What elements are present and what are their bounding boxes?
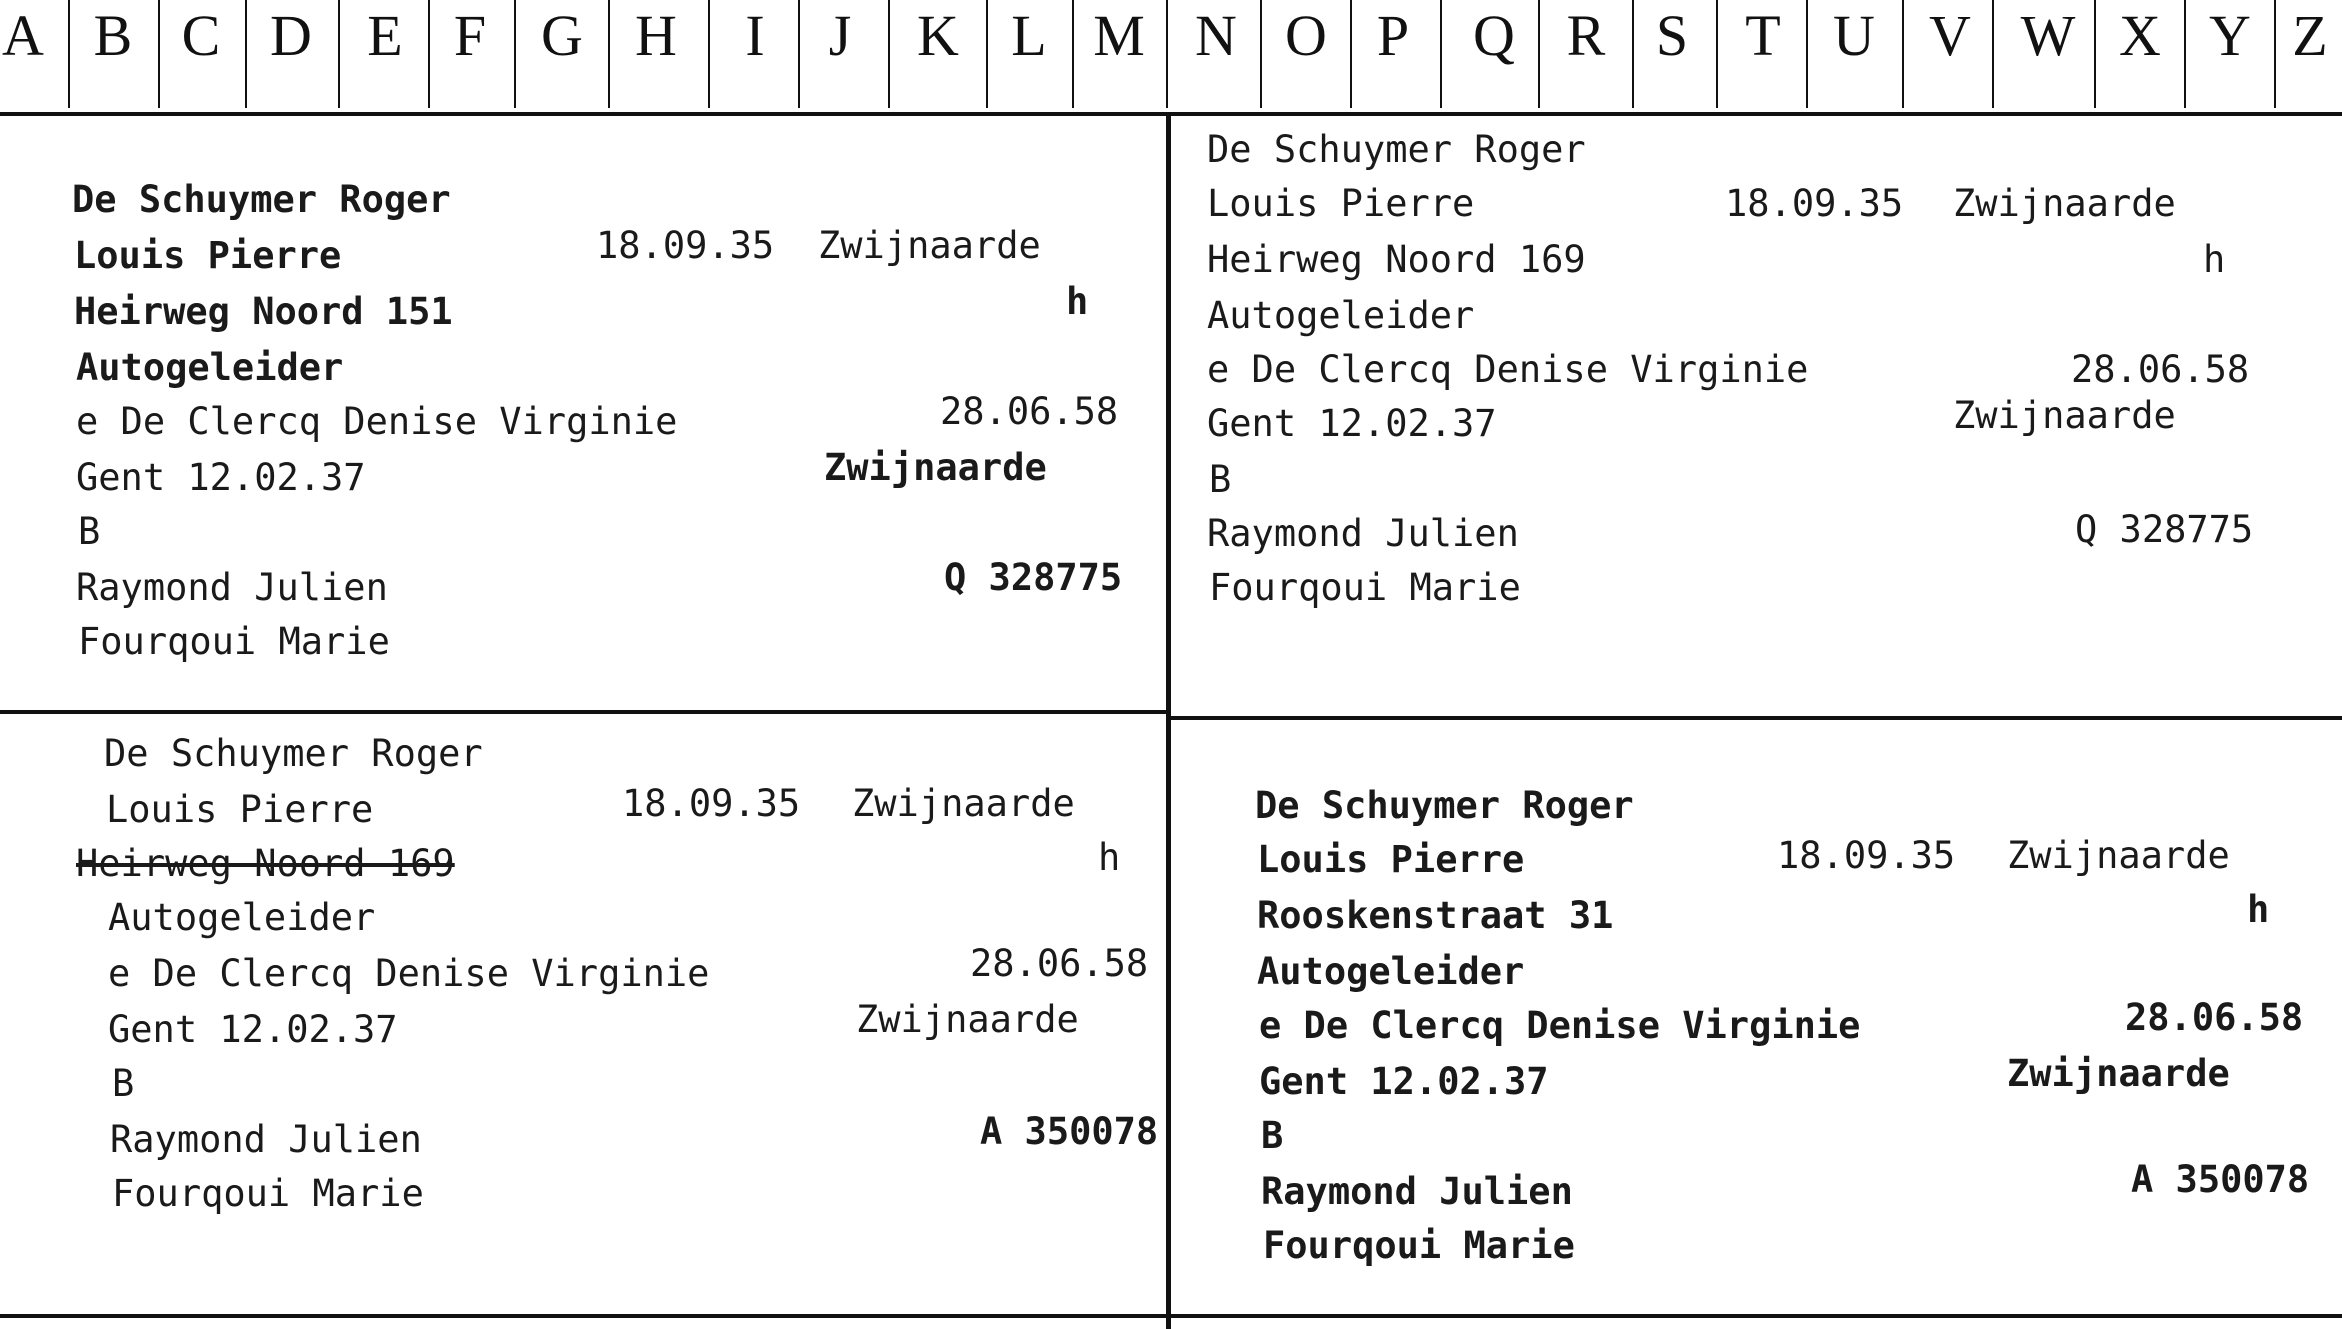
index-letter: A — [2, 3, 44, 68]
marriage-date: 28.06.58 — [970, 942, 1149, 985]
index-letter: V — [1929, 3, 1971, 68]
sex: h — [1098, 836, 1121, 879]
index-letter: B — [93, 3, 133, 68]
given-names: Louis Pierre — [1207, 182, 1475, 225]
nationality: B — [1261, 1114, 1284, 1157]
index-divider — [1440, 0, 1442, 108]
address: Heirweg Noord 169 — [1207, 238, 1586, 281]
surname-line: De Schuymer Roger — [1207, 128, 1586, 171]
mother: Fourqoui Marie — [1209, 566, 1521, 609]
index-letter: W — [2020, 3, 2076, 68]
id-number: A 350078 — [2131, 1158, 2310, 1201]
spouse-birth: Gent 12.02.37 — [1207, 402, 1497, 445]
birth-place: Zwijnaarde — [2007, 834, 2230, 877]
marriage-place: Zwijnaarde — [856, 998, 1079, 1041]
index-letter: O — [1285, 3, 1327, 68]
index-divider — [514, 0, 516, 108]
spouse: e De Clercq Denise Virginie — [76, 400, 678, 443]
index-divider — [245, 0, 247, 108]
given-names: Louis Pierre — [74, 234, 342, 277]
surname-line: De Schuymer Roger — [72, 178, 451, 221]
surname-line: De Schuymer Roger — [1255, 784, 1634, 827]
mother: Fourqoui Marie — [78, 620, 390, 663]
spouse-birth: Gent 12.02.37 — [76, 456, 366, 499]
card-divider-horizontal — [0, 1314, 1168, 1318]
index-divider — [158, 0, 160, 108]
index-letter: M — [1093, 3, 1145, 68]
index-divider — [1806, 0, 1808, 108]
index-letter: D — [270, 3, 312, 68]
index-letter: H — [635, 3, 677, 68]
record-card-4 — [1171, 720, 2342, 1314]
occupation: Autogeleider — [108, 896, 376, 939]
sex: h — [2203, 238, 2226, 281]
id-number: A 350078 — [980, 1110, 1159, 1153]
birth-place: Zwijnaarde — [1953, 182, 2176, 225]
index-divider — [888, 0, 890, 108]
marriage-place: Zwijnaarde — [1953, 394, 2176, 437]
address: Heirweg Noord 151 — [74, 290, 453, 333]
index-divider — [1992, 0, 1994, 108]
index-divider — [1716, 0, 1718, 108]
index-letter: I — [745, 3, 765, 68]
index-letter: K — [917, 3, 959, 68]
mother: Fourqoui Marie — [112, 1172, 424, 1215]
index-divider — [68, 0, 70, 108]
spouse-birth: Gent 12.02.37 — [1259, 1060, 1549, 1103]
index-divider — [2094, 0, 2096, 108]
index-divider — [2274, 0, 2276, 108]
index-letter: P — [1376, 3, 1410, 68]
index-divider — [1350, 0, 1352, 108]
occupation: Autogeleider — [1257, 950, 1525, 993]
birth-place: Zwijnaarde — [818, 224, 1041, 267]
occupation: Autogeleider — [1207, 294, 1475, 337]
index-divider — [608, 0, 610, 108]
index-letter: R — [1566, 3, 1606, 68]
index-divider — [708, 0, 710, 108]
index-divider — [338, 0, 340, 108]
index-letter: J — [828, 3, 852, 68]
birth-date: 18.09.35 — [596, 224, 775, 267]
record-card-3 — [0, 714, 1166, 1314]
spouse: e De Clercq Denise Virginie — [108, 952, 710, 995]
index-divider — [1260, 0, 1262, 108]
index-letter: L — [1011, 3, 1047, 68]
father: Raymond Julien — [1261, 1170, 1573, 1213]
father: Raymond Julien — [110, 1118, 422, 1161]
spouse: e De Clercq Denise Virginie — [1259, 1004, 1861, 1047]
surname-line: De Schuymer Roger — [104, 732, 483, 775]
index-divider — [2184, 0, 2186, 108]
father: Raymond Julien — [76, 566, 388, 609]
record-card-2 — [1171, 112, 2342, 716]
index-divider — [428, 0, 430, 108]
nationality: B — [78, 510, 101, 553]
marriage-date: 28.06.58 — [2125, 996, 2304, 1039]
index-letter: F — [453, 3, 487, 68]
given-names: Louis Pierre — [1257, 838, 1525, 881]
index-letter: Z — [2292, 3, 2328, 68]
marriage-place: Zwijnaarde — [2007, 1052, 2230, 1095]
index-letter: S — [1655, 3, 1689, 68]
card-divider-horizontal — [1170, 1314, 2342, 1318]
occupation: Autogeleider — [76, 346, 344, 389]
index-letter: N — [1195, 3, 1237, 68]
sex: h — [2247, 888, 2270, 931]
alphabet-index — [0, 0, 2342, 116]
marriage-date: 28.06.58 — [2071, 348, 2250, 391]
id-number: Q 328775 — [944, 556, 1123, 599]
birth-date: 18.09.35 — [622, 782, 801, 825]
index-letter: E — [367, 3, 403, 68]
marriage-date: 28.06.58 — [940, 390, 1119, 433]
birth-date: 18.09.35 — [1725, 182, 1904, 225]
index-letter: G — [541, 3, 583, 68]
sex: h — [1066, 280, 1089, 323]
index-letter: U — [1833, 3, 1875, 68]
index-divider — [1538, 0, 1540, 108]
given-names: Louis Pierre — [106, 788, 374, 831]
id-number: Q 328775 — [2075, 508, 2254, 551]
index-letter: C — [181, 3, 221, 68]
birth-date: 18.09.35 — [1777, 834, 1956, 877]
index-divider — [1166, 0, 1168, 108]
index-divider — [1902, 0, 1904, 108]
index-divider — [986, 0, 988, 108]
mother: Fourqoui Marie — [1263, 1224, 1575, 1267]
spouse: e De Clercq Denise Virginie — [1207, 348, 1809, 391]
nationality: B — [112, 1062, 135, 1105]
address: Rooskenstraat 31 — [1257, 894, 1614, 937]
index-letter: X — [2119, 3, 2161, 68]
birth-place: Zwijnaarde — [852, 782, 1075, 825]
address-struck: Heirweg Noord 169 — [76, 842, 455, 885]
record-card-1 — [0, 112, 1166, 710]
index-letter: Y — [2209, 3, 2251, 68]
index-letter: Q — [1473, 3, 1515, 68]
spouse-birth: Gent 12.02.37 — [108, 1008, 398, 1051]
index-divider — [798, 0, 800, 108]
index-divider — [1072, 0, 1074, 108]
nationality: B — [1209, 458, 1232, 501]
index-letter: T — [1745, 3, 1781, 68]
father: Raymond Julien — [1207, 512, 1519, 555]
marriage-place: Zwijnaarde — [824, 446, 1047, 489]
index-divider — [1632, 0, 1634, 108]
